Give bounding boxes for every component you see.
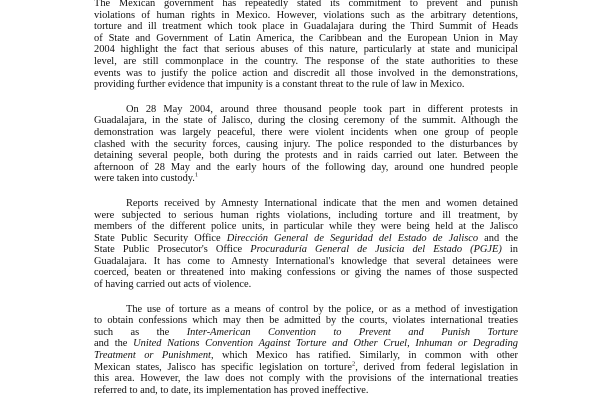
paragraph-1 xyxy=(94,0,518,91)
text-line: members of the different police units, in particular while they were being held at the Jalisco xyxy=(94,221,518,233)
text-line: of having carried out acts of violence. xyxy=(94,279,252,291)
text-line: providing further evidence that impunity is a constant threat to the rule of law in Mexico. xyxy=(94,79,465,91)
italic-term: Inter-American Convention to Prevent and Punish Torture xyxy=(186,326,518,338)
text-segment: State Public Prosecutor's Office xyxy=(94,244,251,256)
text-line: to obtain confessions which may then be admitted by the courts, violates international treaties xyxy=(94,315,518,327)
text-segment: State Public Security Office xyxy=(94,232,227,244)
text-line xyxy=(94,327,518,339)
text-line: afternoon of 28 May and the early hours of the following day, around one hundred people xyxy=(94,161,518,173)
text-line xyxy=(94,173,518,185)
paragraph-3 xyxy=(94,198,518,291)
text-line xyxy=(94,350,518,362)
text-line: The Mexican government has repeatedly stated its commitment to prevent and punish xyxy=(94,0,518,9)
text-line: Reports received by Amnesty International indicate that the men and women detained xyxy=(126,197,518,209)
text-line: The use of torture as a means of control by the police, or as a method of investigation xyxy=(126,303,518,315)
text-line: clashed with the security forces, causing injury. The police responded to the disturbances by xyxy=(94,138,518,150)
text-segment: in xyxy=(501,244,518,256)
text-line: violations of human rights in Mexico. However, violations such as the arbitrary detentions, xyxy=(94,9,518,21)
text-segment: such as the xyxy=(94,326,187,338)
text-line: Guadalajara. It has come to Amnesty International's knowledge that several detainees were xyxy=(94,255,518,267)
text-segment: and the xyxy=(94,338,134,350)
document-body xyxy=(94,0,518,396)
text-line: 2004 highlight the fact that serious abuses of this nature, particularly at state and municipal xyxy=(94,44,518,56)
text-line: Guadalajara, in the state of Jalisco, during the closing ceremony of the summit. Although the xyxy=(94,115,518,127)
text-line: coerced, beaten or threatened into making confessions or giving the names of those suspected xyxy=(94,267,518,279)
text-line: were subjected to serious human rights violations, including torture and ill treatment, by xyxy=(94,209,518,221)
text-segment: Mexican states, Jalisco has specific legislation on torture xyxy=(94,361,352,373)
text-line xyxy=(94,338,518,350)
text-line xyxy=(94,362,518,374)
text-line: events was to justify the police action and discredit all those involved in the demonstrations, xyxy=(94,67,518,79)
paragraph-4 xyxy=(94,304,518,397)
text-line: this area. However, the law does not comply with the provisions of the international treaties xyxy=(94,373,518,385)
text-line: level, are still commonplace in the country. The response of the state authorities to these xyxy=(94,55,518,67)
text-segment: and the xyxy=(478,232,518,244)
text-line: torture and ill treatment which took place in Guadalajara during the Third Summit of Heads xyxy=(94,21,518,33)
paragraph-2 xyxy=(94,104,518,185)
footnote-marker: 1 xyxy=(194,171,199,179)
text-segment: were taken into custody. xyxy=(94,173,195,185)
italic-term: Dirección General de Seguridad del Estado de Jalisco xyxy=(226,232,479,244)
text-segment: , derived from federal legislation in xyxy=(355,361,518,373)
italic-term: Treatment or Punishment xyxy=(94,350,211,362)
text-line xyxy=(94,244,518,256)
italic-term: Procuraduría General de Jusicia del Estado (PGJE) xyxy=(250,244,502,256)
text-line xyxy=(94,233,518,245)
text-line: detaining several people, both during the protests and in raids carried out later. Between the xyxy=(94,150,518,162)
text-line: of State and Government of Latin America, the Caribbean and the European Union in May xyxy=(94,32,518,44)
text-line: referred to and, to date, its implementation has proved ineffective. xyxy=(94,384,369,396)
footnote-marker: 2 xyxy=(351,360,356,368)
text-line: demonstration was largely peaceful, there were violent incidents when one group of people xyxy=(94,126,518,138)
text-segment: , which Mexico has ratified. Similarly, in common with other xyxy=(210,350,518,362)
italic-term: United Nations Convention Against Torture and Other Cruel, Inhuman or Degrading xyxy=(133,338,518,350)
text-line: On 28 May 2004, around three thousand people took part in different protests in xyxy=(126,103,518,115)
